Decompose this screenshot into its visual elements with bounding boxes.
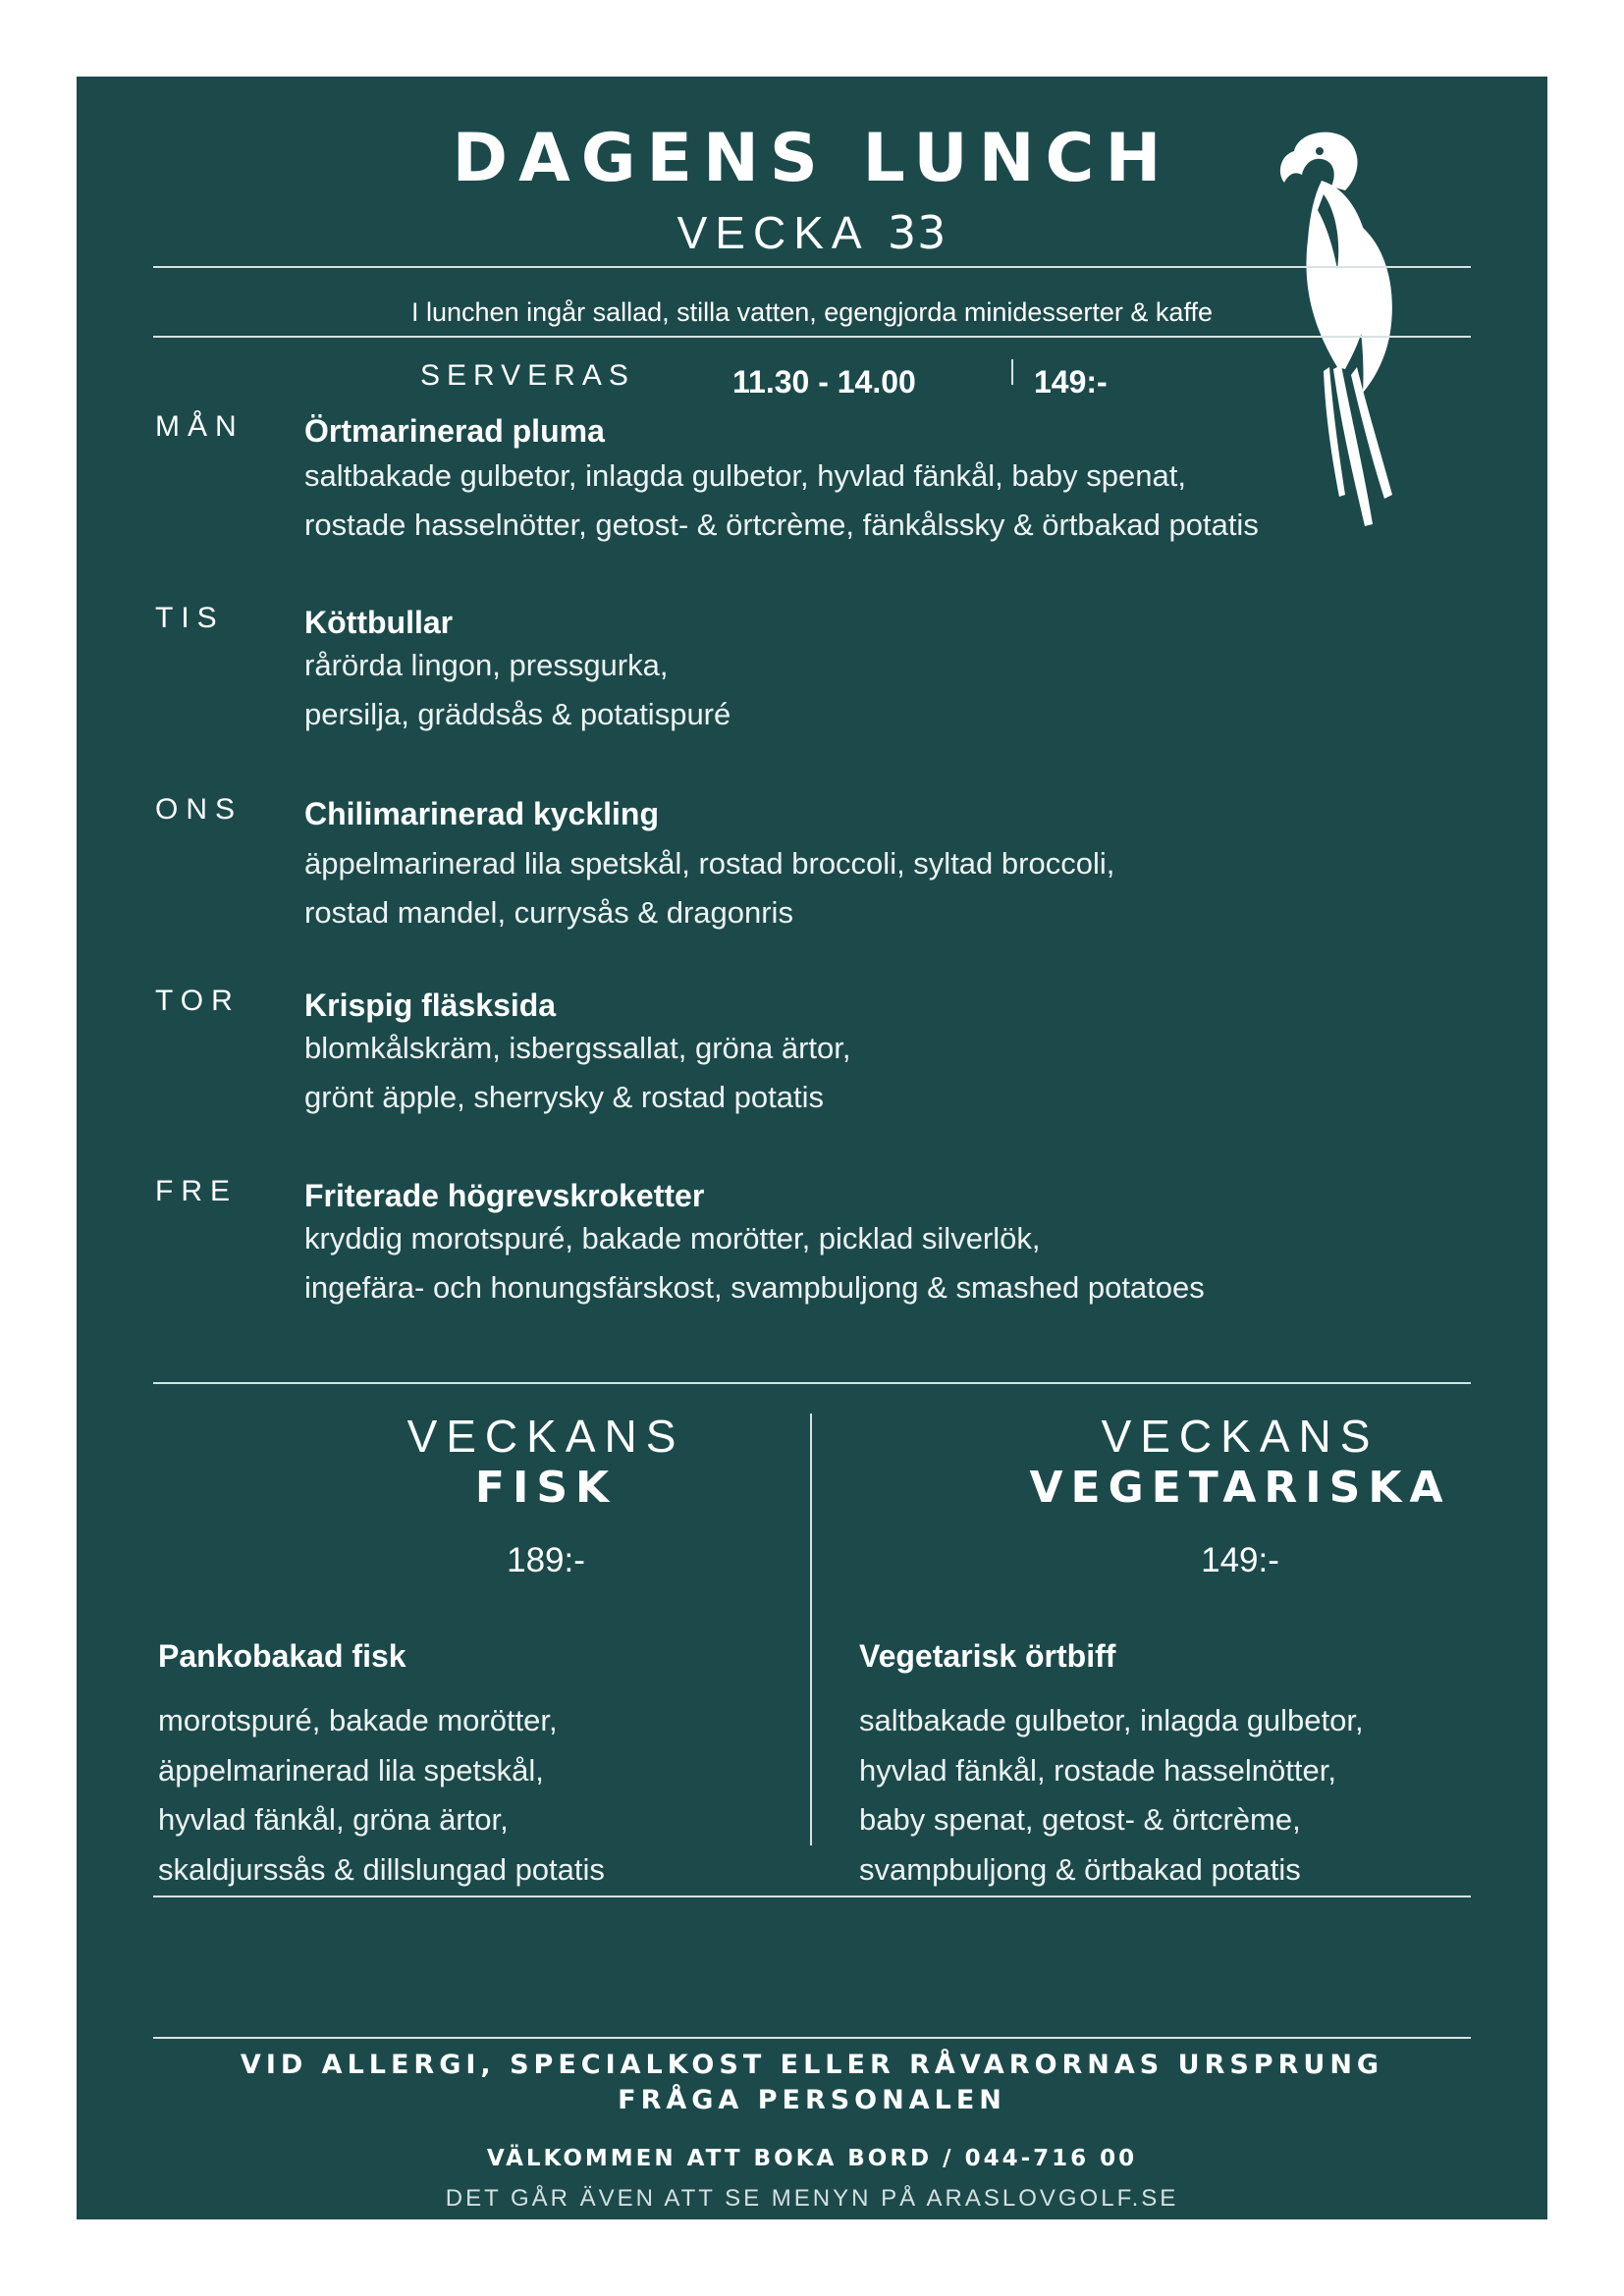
day-label: MÅN [155,410,244,443]
divider [153,1896,1471,1897]
fish-dish-name: Pankobakad fisk [158,1638,406,1674]
description-line: hyvlad fänkål, gröna ärtor, [158,1802,509,1837]
week-number: 33 [887,206,947,259]
dish-name: Örtmarinerad pluma [304,413,605,449]
dish-description [304,452,1259,550]
description-line: skaldjurssås & dillslungad potatis [158,1851,605,1887]
dish-name: Friterade högrevskroketter [304,1178,705,1213]
description-line: persilja, gräddsås & potatispuré [304,697,731,731]
description-line: blomkålskräm, isbergssallat, gröna ärtor, [304,1031,851,1065]
fish-price: 189:- [507,1541,585,1579]
page-title: DAGENS LUNCH [452,120,1172,197]
website-note: DET GÅR ÄVEN ATT SE MENYN PÅ ARASLOVGOLF.SE [445,2185,1179,2212]
vegetarian-dish-name: Vegetarisk örtbiff [859,1638,1116,1674]
weekly-vegetarian-heading [936,1411,1544,1513]
description-line: baby spenat, getost- & örtcrème, [859,1802,1301,1837]
divider [810,1414,812,1845]
divider [153,266,1471,268]
day-label: TIS [155,602,225,634]
description-line: saltbakade gulbetor, inlagda gulbetor, hyvlad fänkål, baby spenat, [304,458,1186,493]
heading-light: VECKANS [1101,1411,1380,1462]
dish-name: Chilimarinerad kyckling [304,796,660,831]
description-line: hyvlad fänkål, rostade hasselnötter, [859,1752,1336,1788]
week-label: VECKA [677,207,868,258]
divider [153,1382,1471,1384]
description-line: rostade hasselnötter, getost- & örtcrème, fänkålssky & örtbakad potatis [304,507,1259,542]
description-line: svampbuljong & örtbakad potatis [859,1851,1301,1887]
day-label: TOR [155,985,241,1017]
allergy-line: FRÅGA PERSONALEN [618,2085,1006,2115]
description-line: kryddig morotspuré, bakade morötter, picklad silverlök, [304,1221,1041,1255]
dish-description [304,839,1114,937]
dish-description [304,1024,851,1122]
allergy-line: VID ALLERGI, SPECIALKOST ELLER RÅVARORNAS URSPRUNG [240,2050,1384,2080]
vegetarian-price: 149:- [1201,1541,1279,1579]
day-label: ONS [155,793,244,826]
dish-name: Krispig fläsksida [304,988,557,1023]
description-line: äppelmarinerad lila spetskål, rostad broccoli, syltad broccoli, [304,846,1115,881]
parrot-icon [1255,122,1461,534]
divider [153,2037,1471,2039]
weekly-fish-heading [242,1411,850,1513]
includes-note: I lunchen ingår sallad, stilla vatten, egengjorda minidesserter & kaffe [411,297,1213,327]
fish-dish-description [158,1696,605,1895]
allergy-notice [77,2048,1547,2118]
description-line: saltbakade gulbetor, inlagda gulbetor, [859,1703,1364,1737]
divider [153,336,1471,338]
heading-light: VECKANS [406,1411,685,1462]
heading-bold: FISK [474,1463,618,1513]
description-line: ingefära- och honungsfärskost, svampbuljong & smashed potatoes [304,1270,1205,1305]
menu-panel [77,77,1547,2219]
description-line: äppelmarinerad lila spetskål, [158,1752,544,1788]
divider [1011,359,1013,385]
serving-label: SERVERAS [420,359,635,392]
dish-name: Köttbullar [304,605,454,640]
lunch-price: 149:- [1034,364,1108,400]
dish-description [304,1214,1205,1312]
serving-time: 11.30 - 14.00 [732,364,916,400]
dish-description [304,641,731,739]
description-line: morotspuré, bakade morötter, [158,1703,558,1737]
heading-bold: VEGETARISKA [1029,1463,1451,1513]
description-line: grönt äpple, sherrysky & rostad potatis [304,1080,824,1114]
day-label: FRE [155,1175,238,1207]
vegetarian-dish-description [859,1696,1364,1895]
description-line: rostad mandel, currysås & dragonris [304,895,793,930]
booking-info: VÄLKOMMEN ATT BOKA BORD / 044-716 00 [486,2146,1138,2171]
description-line: rårörda lingon, pressgurka, [304,648,669,682]
